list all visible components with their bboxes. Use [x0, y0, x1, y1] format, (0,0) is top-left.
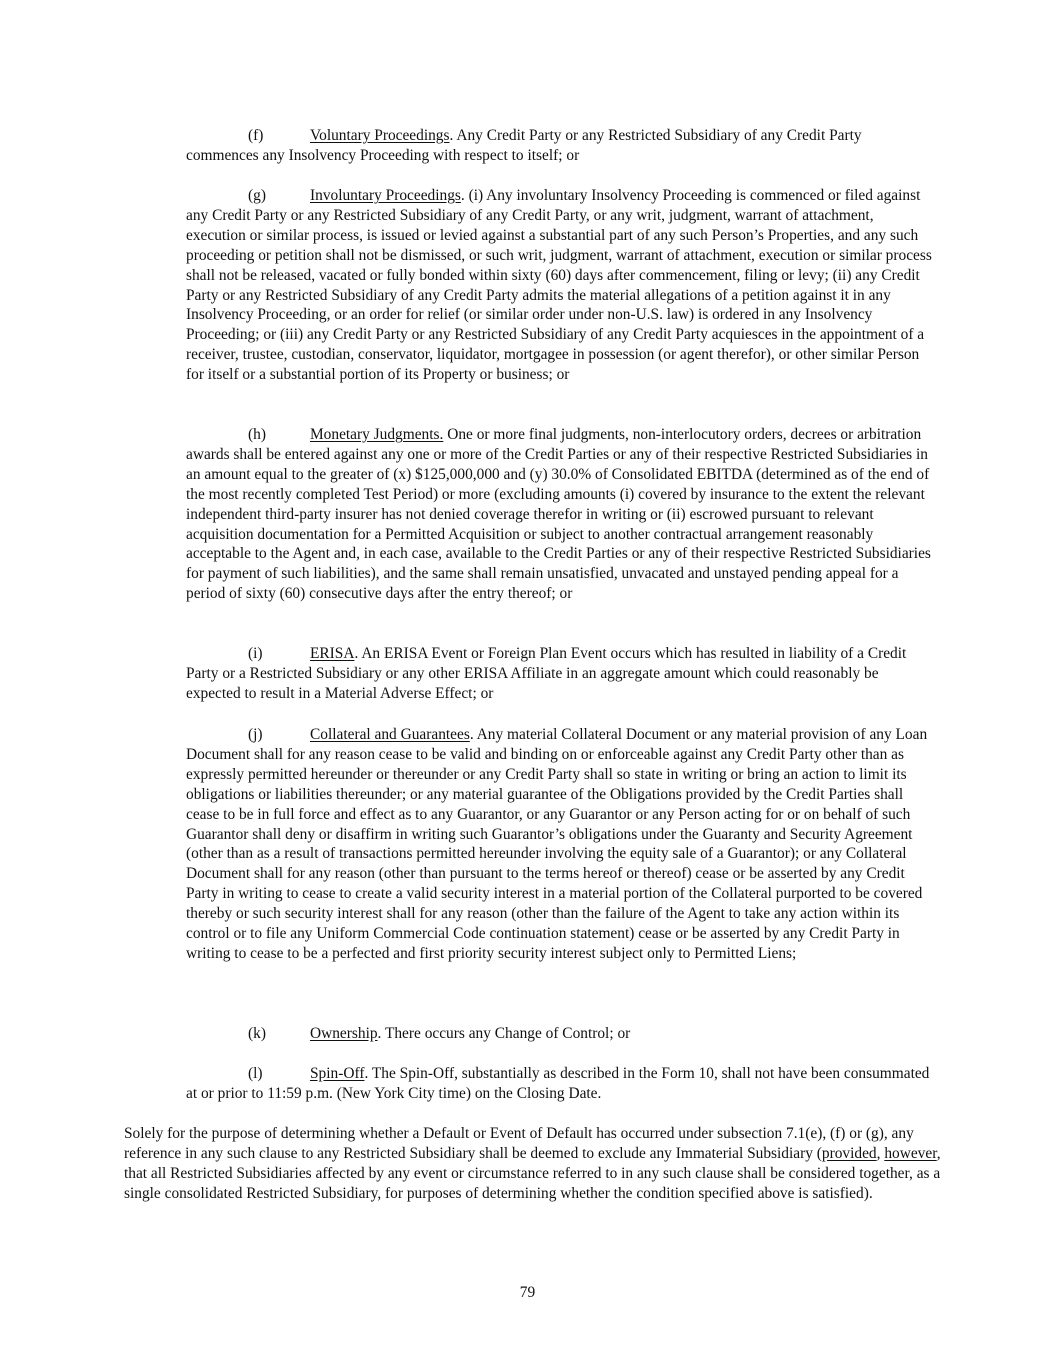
however-term: however [884, 1144, 937, 1162]
clause-heading: ERISA [310, 645, 355, 662]
clause-body: . (i) Any involuntary Insolvency Proceeding is commenced or filed against any Credit Party or any Restricted Subsidiary of any Credit Party, or any writ, judgment, warrant of attachment, execution or similar process, is issued or levied against a substantial part of any such Person’s Properties, and any such proceeding or petition shall not be dismissed, or such writ, judgment, warrant of attachment, execution or similar process shall not be released, vacated or fully bonded within sixty (60) days after commencement, filing or levy; (ii) any Credit Party or any Restricted Subsidiary of any Credit Party admits the material allegations of a petition against it in any Insolvency Proceeding, or an order for relief (or similar order under non-U.S. law) is ordered in any Insolvency Proceeding; or (iii) any Credit Party or any Restricted Subsidiary of any Credit Party acquiesces in the appointment of a receiver, trustee, custodian, conservator, liquidator, mortgagee in possession (or agent therefor), or other similar Person for itself or a substantial portion of its Property or business; or [186, 187, 932, 384]
clause-body: . There occurs any Change of Control; or [377, 1025, 631, 1042]
clause-heading: Spin-Off [310, 1065, 365, 1082]
clause-f [186, 126, 936, 166]
clause-label: (j) [248, 726, 263, 743]
clause-body: . An ERISA Event or Foreign Plan Event occurs which has resulted in liability of a Credit Party or a Restricted Subsidiary or any other ERISA Affiliate in an aggregate amount which could reasonably be expected to result in a Material Adverse Effect; or [186, 645, 907, 702]
closing-text-2: , that all Restricted Subsidiaries affected by any event or circumstance referred to in any such clause shall be considered together, as a single consolidated Restricted Subsidiary, for purposes of determining whether the condition specified above is satisfied). [124, 1144, 941, 1202]
clause-heading: Monetary Judgments. [310, 426, 444, 443]
clause-label: (k) [248, 1025, 266, 1042]
clause-heading: Collateral and Guarantees [310, 726, 470, 743]
clause-l [186, 1064, 936, 1104]
clause-body: . Any material Collateral Document or any material provision of any Loan Document shall for any reason cease to be valid and binding on or enforceable against any Credit Party other than as expressly permitted hereunder or thereunder or any Credit Party shall so state in writing or bring an action to limit its obligations or liabilities thereunder; or any material guarantee of the Obligations provided by the Credit Parties shall cease to be in full force and effect as to any Guarantor, or any Guarantor or any Person acting for or on behalf of such Guarantor shall deny or disaffirm in writing such Guarantor’s obligations under the Guaranty and Security Agreement (other than as a result of transactions permitted hereunder involving the equity sale of a Guarantor); or any Collateral Document shall for any reason (other than pursuant to the terms hereof or thereof) cease or be asserted by any Credit Party in writing to cease to create a valid security interest in a material portion of the Collateral purported to be covered thereby or such security interest shall for any reason (other than the failure of the Agent to take any action within its control or to file any Uniform Commercial Code continuation statement) cease or be asserted by any Credit Party in writing to cease to be a perfected and first priority security interest subject only to Permitted Liens; [186, 726, 928, 962]
clause-k [186, 1024, 936, 1044]
clause-label: (f) [248, 127, 264, 144]
clause-body: . The Spin-Off, substantially as described in the Form 10, shall not have been consummated at or prior to 11:59 p.m. (New York City time) on the Closing Date. [186, 1065, 930, 1102]
clause-g [186, 186, 936, 385]
provided-term: provided [821, 1144, 877, 1162]
closing-comma: , [876, 1144, 885, 1162]
clause-body: . Any Credit Party or any Restricted Subsidiary of any Credit Party commences any Insolvency Proceeding with respect to itself; or [186, 127, 862, 164]
clause-label: (h) [248, 426, 266, 443]
clause-label: (i) [248, 645, 263, 662]
clause-i [186, 644, 936, 704]
clause-label: (l) [248, 1065, 263, 1082]
clause-heading: Involuntary Proceedings [310, 187, 461, 204]
clause-h [186, 425, 936, 604]
page-number: 79 [519, 1284, 536, 1301]
closing-text-1: Solely for the purpose of determining whether a Default or Event of Default has occurred under subsection 7.1(e), (f) or (g), any reference in any such clause to any Restricted Subsidiary shall be deemed to exclude any Immaterial Subsidiary ( [124, 1125, 914, 1162]
clause-j [186, 725, 936, 964]
clause-heading: Voluntary Proceedings [310, 127, 450, 144]
clause-label: (g) [248, 187, 266, 204]
clause-body: One or more final judgments, non-interlocutory orders, decrees or arbitration awards shall be entered against any one or more of the Credit Parties or any of their respective Restricted Subsidiaries in an amount equal to the greater of (x) $125,000,000 and (y) 30.0% of Consolidated EBITDA (determined as of the end of the most recently completed Test Period) or more (excluding amounts (i) covered by insurance to the extent the relevant independent third-party insurer has not denied coverage therefor in writing or (ii) escrowed pursuant to relevant acquisition documentation for a Permitted Acquisition or subject to another contractual arrangement reasonably acceptable to the Agent and, in each case, available to the Credit Parties or any of their respective Restricted Subsidiaries for payment of such liabilities), and the same shall remain unsatisfied, unvacated and unstayed pending appeal for a period of sixty (60) consecutive days after the entry thereof; or [186, 426, 931, 603]
closing-paragraph [124, 1124, 944, 1204]
clause-heading: Ownership [310, 1025, 378, 1042]
